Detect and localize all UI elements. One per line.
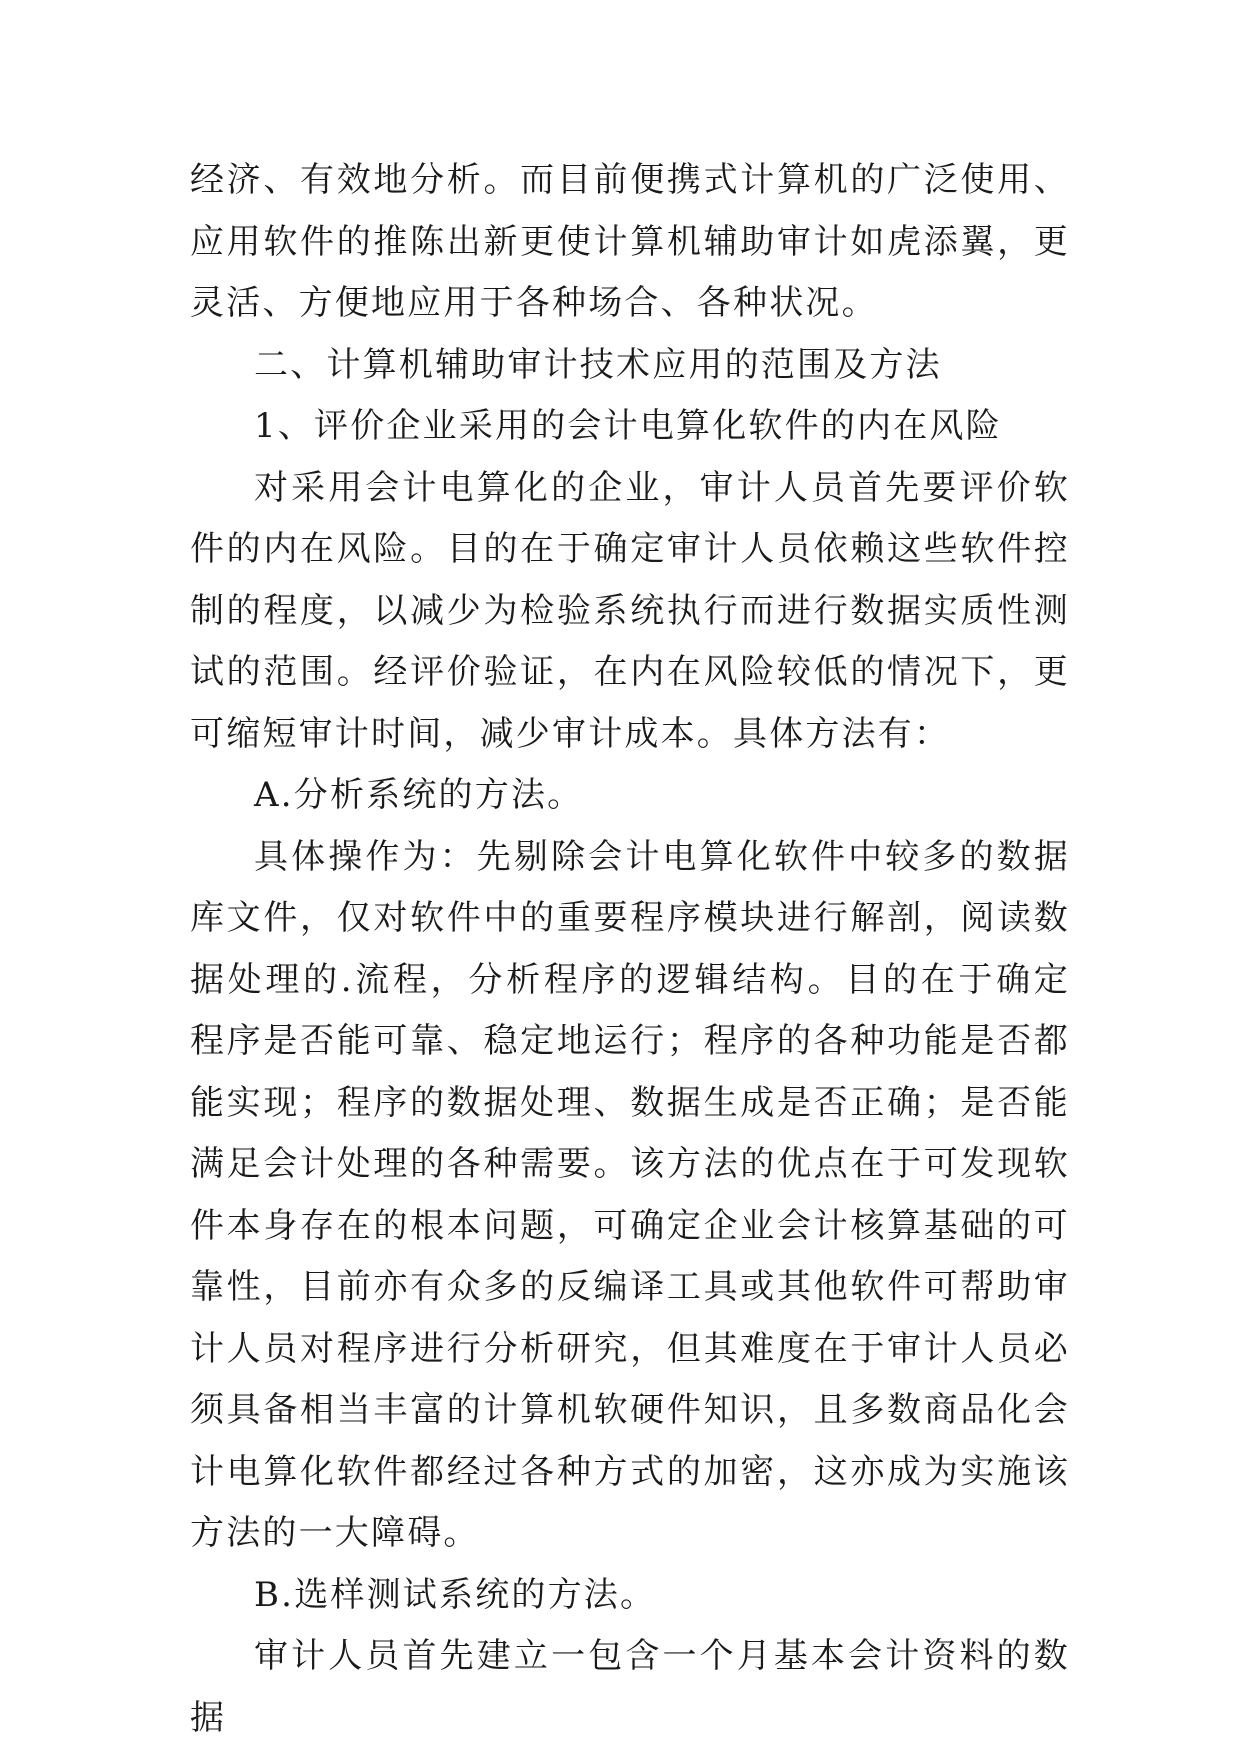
body-text xyxy=(190,150,1070,1749)
method-b-heading: B.选样测试系统的方法。 xyxy=(254,1574,657,1615)
subsection-heading: 1、评价企业采用的会计电算化软件的内在风险 xyxy=(254,406,1002,446)
paragraph-intro: 经济、有效地分析。而目前便携式计算机的广泛使用、应用软件的推陈出新更使计算机辅助审计如虎添翼，更灵活、方便地应用于各种场合、各种状况。 xyxy=(190,160,1070,323)
paragraph-method-a: 具体操作为：先剔除会计电算化软件中较多的数据库文件，仅对软件中的重要程序模块进行解剖，阅读数据处理的.流程，分析程序的逻辑结构。目的在于确定程序是否能可靠、稳定地运行；程序的各种功能是否都能实现；程序的数据处理、数据生成是否正确；是否能满足会计处理的各种需要。该方法的优点在于可发现软件本身存在的根本问题，可确定企业会计核算基础的可靠性，目前亦有众多的反编译工具或其他软件可帮助审计人员对程序进行分析研究，但其难度在于审计人员必须具备相当丰富的计算机软硬件知识，且多数商品化会计电算化软件都经过各种方式的加密，这亦成为实施该方法的一大障碍。 xyxy=(190,836,1070,1553)
section-heading: 二、计算机辅助审计技术应用的范围及方法 xyxy=(254,344,942,385)
method-a-heading: A.分析系统的方法。 xyxy=(254,775,584,815)
paragraph-risk-evaluation: 对采用会计电算化的企业，审计人员首先要评价软件的内在风险。目的在于确定审计人员依赖这些软件控制的程度，以减少为检验系统执行而进行数据实质性测试的范围。经评价验证，在内在风险较低的情况下，更可缩短审计时间，减少审计成本。具体方法有： xyxy=(190,467,1070,754)
paragraph-method-b: 审计人员首先建立一包含一个月基本会计资料的数据 xyxy=(190,1636,1070,1738)
